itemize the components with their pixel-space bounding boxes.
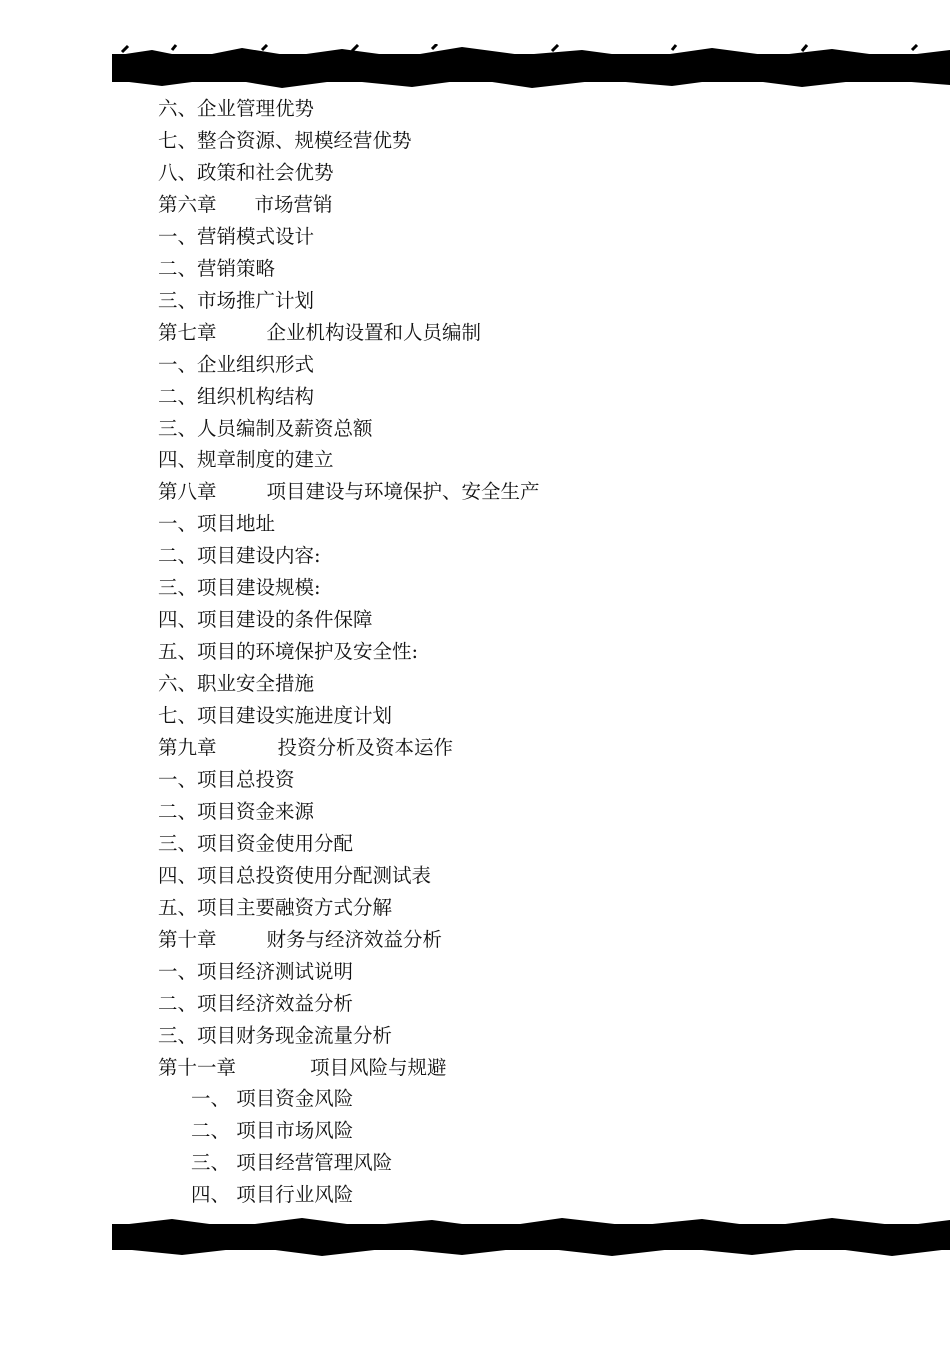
table-of-contents [0, 90, 950, 1210]
toc-section: 三、市场推广计划 [158, 288, 315, 312]
toc-section: 七、项目建设实施进度计划 [158, 704, 393, 727]
toc-section: 一、营销模式设计 [158, 224, 315, 248]
redaction-scribble-bottom [112, 1214, 950, 1260]
toc-section: 六、企业管理优势 [158, 97, 315, 120]
chapter-number: 第八章 [158, 480, 217, 504]
toc-section: 三、项目财务现金流量分析 [158, 1023, 393, 1047]
chapter-number: 第六章 [158, 192, 217, 216]
toc-chapter [158, 1053, 447, 1083]
toc-chapter [158, 733, 453, 763]
toc-section: 八、政策和社会优势 [158, 160, 334, 184]
toc-chapter [158, 318, 481, 348]
toc-section: 三、项目资金使用分配 [158, 831, 354, 855]
chapter-number: 第九章 [158, 736, 217, 759]
toc-subsection: 四、 项目行业风险 [191, 1183, 354, 1207]
chapter-title: 企业机构设置和人员编制 [266, 320, 482, 344]
toc-subsection: 三、 项目经营管理风险 [191, 1151, 393, 1175]
chapter-title: 财务与经济效益分析 [266, 927, 443, 951]
chapter-number: 第十一章 [158, 1055, 237, 1079]
redacted-footer-band [112, 1214, 950, 1260]
chapter-title: 市场营销 [254, 192, 333, 216]
toc-section: 三、人员编制及薪资总额 [158, 416, 373, 440]
toc-section: 一、企业组织形式 [158, 352, 315, 376]
toc-section: 一、项目地址 [158, 512, 276, 536]
toc-section: 四、规章制度的建立 [158, 448, 334, 472]
toc-section: 五、项目的环境保护及安全性: [158, 640, 419, 664]
toc-section: 一、项目经济测试说明 [158, 959, 354, 983]
toc-section: 二、项目经济效益分析 [158, 991, 354, 1015]
chapter-title: 项目建设与环境保护、安全生产 [266, 480, 540, 504]
chapter-title: 投资分析及资本运作 [277, 736, 454, 759]
redacted-header-band [112, 44, 950, 90]
toc-subsection: 一、 项目资金风险 [191, 1087, 354, 1111]
toc-chapter [158, 925, 442, 955]
toc-section: 二、项目资金来源 [158, 799, 315, 823]
chapter-number: 第十章 [158, 927, 217, 951]
toc-section: 四、项目总投资使用分配测试表 [158, 863, 432, 887]
toc-chapter [158, 477, 540, 507]
toc-section: 四、项目建设的条件保障 [158, 608, 373, 632]
redaction-scribble-top [112, 44, 950, 90]
toc-section: 六、职业安全措施 [158, 672, 315, 696]
toc-section: 二、项目建设内容: [158, 544, 321, 568]
toc-chapter [158, 190, 333, 220]
toc-section: 七、整合资源、规模经营优势 [158, 129, 412, 152]
toc-section: 三、项目建设规模: [158, 576, 321, 600]
toc-subsection: 二、 项目市场风险 [191, 1119, 354, 1143]
toc-section: 二、营销策略 [158, 256, 276, 280]
toc-section: 一、项目总投资 [158, 767, 295, 791]
toc-section: 五、项目主要融资方式分解 [158, 895, 393, 919]
chapter-number: 第七章 [158, 320, 217, 344]
chapter-title: 项目风险与规避 [310, 1055, 447, 1079]
toc-section: 二、组织机构结构 [158, 384, 315, 408]
